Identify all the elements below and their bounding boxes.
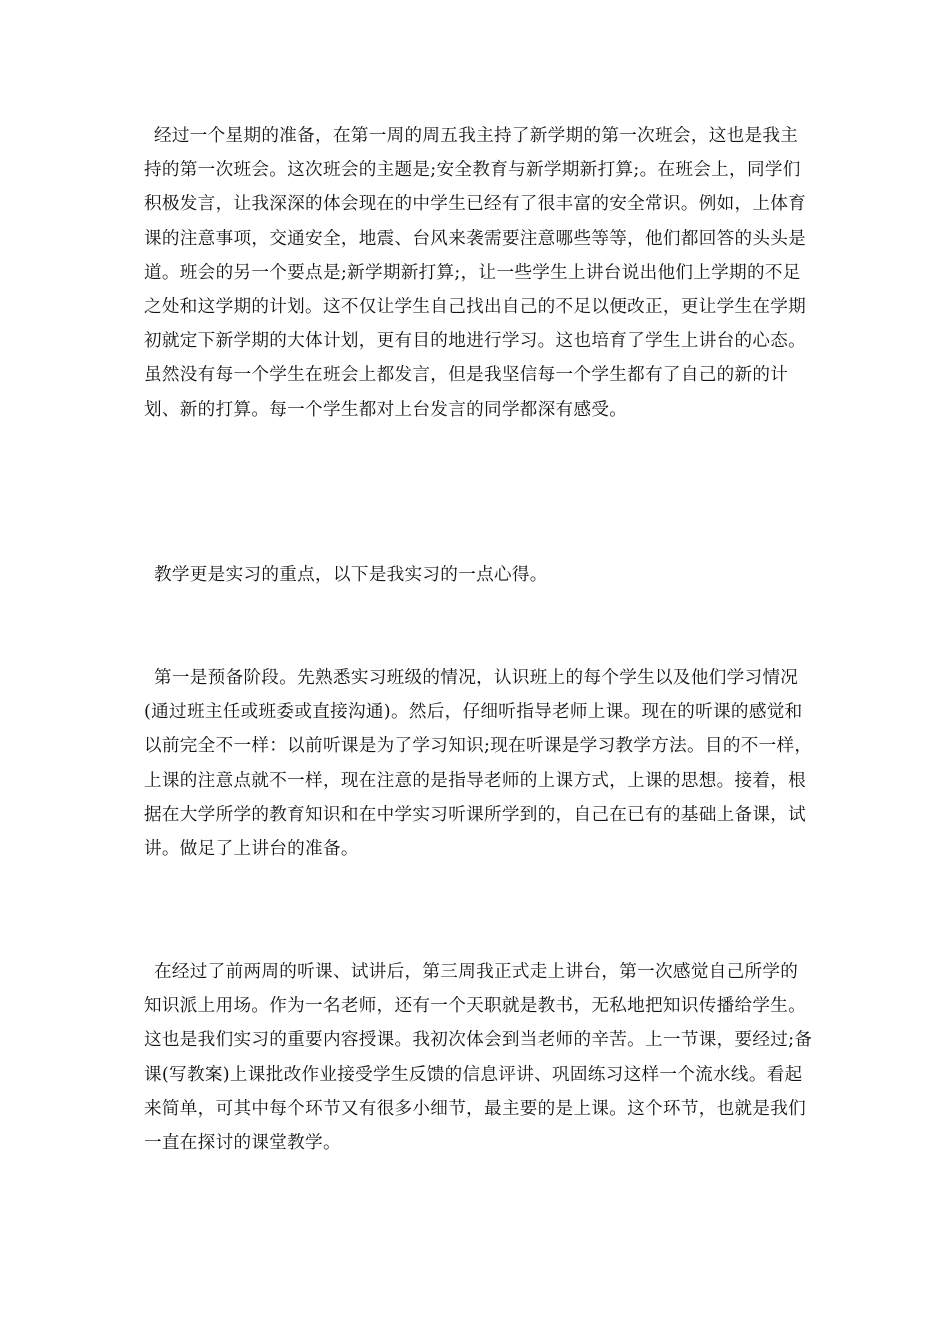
- paragraph-first-lecture: 在经过了前两周的听课、试讲后，第三周我正式走上讲台，第一次感觉自己所学的知识派上用场。作为一名老师，还有一个天职就是教书，无私地把知识传播给学生。这也是我们实习的重要内容授课。我初次体会到当老师的辛苦。上一节课，要经过;备课(写教案)上课批改作业接受学生反馈的信息评讲、巩固练习这样一个流水线。看起来简单，可其中每个环节又有很多小细节，最主要的是上课。这个环节，也就是我们一直在探讨的课堂教学。: [144, 962, 813, 1154]
- paragraph-preparation-stage: 第一是预备阶段。先熟悉实习班级的情况，认识班上的每个学生以及他们学习情况(通过班主任或班委或直接沟通)。然后，仔细听指导老师上课。现在的听课的感觉和以前完全不一样：以前听课是为了学习知识;现在听课是学习教学方法。目的不一样，上课的注意点就不一样，现在注意的是指导老师的上课方式，上课的思想。接着，根据在大学所学的教育知识和在中学实习听课所学到的，自己在已有的基础上备课，试讲。做足了上讲台的准备。: [144, 668, 813, 860]
- paragraph-class-meeting: 经过一个星期的准备，在第一周的周五我主持了新学期的第一次班会，这也是我主持的第一次班会。这次班会的主题是;安全教育与新学期新打算;。在班会上，同学们积极发言，让我深深的体会现在的中学生已经有了很丰富的安全常识。例如，上体育课的注意事项，交通安全，地震、台风来袭需要注意哪些等等，他们都回答的头头是道。班会的另一个要点是;新学期新打算;，让一些学生上讲台说出他们上学期的不足之处和这学期的计划。这不仅让学生自己找出自己的不足以便改正，更让学生在学期初就定下新学期的大体计划，更有目的地进行学习。这也培育了学生上讲台的心态。虽然没有每一个学生在班会上都发言，但是我坚信每一个学生都有了自己的新的计划、新的打算。每一个学生都对上台发言的同学都深有感受。: [144, 126, 807, 420]
- paragraph-teaching-intro: 教学更是实习的重点，以下是我实习的一点心得。: [154, 565, 548, 585]
